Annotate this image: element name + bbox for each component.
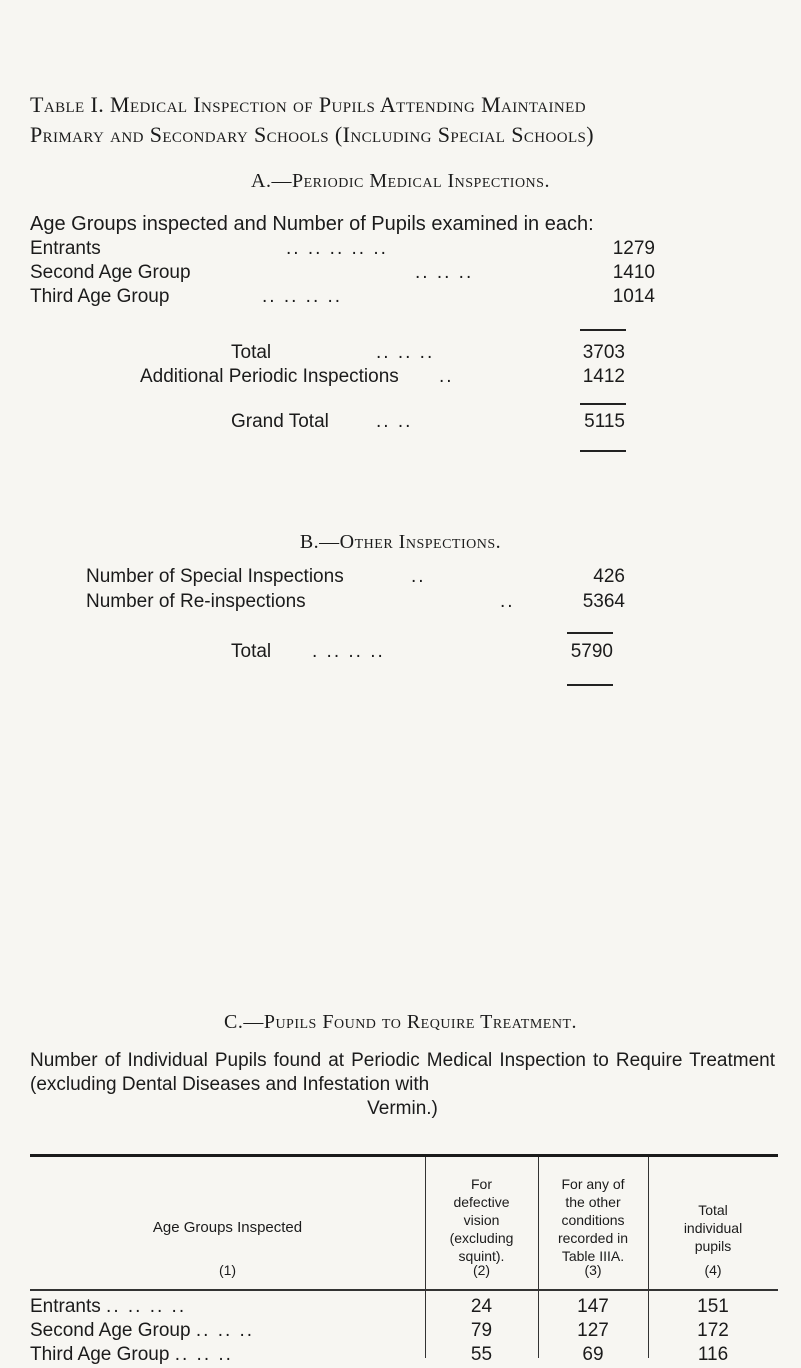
divider: [580, 329, 626, 331]
list-item: Third Age Group .. .. .. .. 1014: [30, 286, 655, 307]
column-header-defective-vision: For defective vision (excluding squint).: [449, 1176, 514, 1264]
table-top-rule: [30, 1154, 778, 1157]
divider: [567, 684, 613, 686]
total-row: Total .. .. .. 3703: [231, 342, 625, 363]
title-line-2: Primary and Secondary Schools (Including Special Schools): [30, 122, 594, 147]
column-header-age-groups: Age Groups Inspected: [152, 1219, 303, 1236]
column-number: (3): [584, 1262, 602, 1278]
header-rule: [30, 1289, 778, 1291]
section-b-heading: B.—Other Inspections.: [299, 531, 502, 553]
column-number: (4): [704, 1262, 722, 1278]
table-title: [30, 90, 790, 150]
list-item: Number of Special Inspections .. 426: [86, 566, 625, 587]
list-item: Entrants .. .. .. .. .. 1279: [30, 238, 655, 259]
grand-total-row: Grand Total .. .. 5115: [231, 411, 625, 432]
section-c-heading: C.—Pupils Found to Require Treatment.: [223, 1011, 577, 1033]
list-item: Number of Re-inspections .. 5364: [86, 591, 625, 612]
section-c-paragraph: Number of Individual Pupils found at Periodic Medical Inspection to Require Treatment (excluding Dental Diseases and Infestation with Vermin.): [30, 1050, 775, 1119]
section-a-intro: Age Groups inspected and Number of Pupils examined in each:: [30, 213, 594, 235]
section-a-heading: A.—Periodic Medical Inspections.: [251, 170, 550, 192]
additional-row: Additional Periodic Inspections .. 1412: [140, 366, 625, 387]
column-number: (1): [218, 1262, 237, 1278]
column-number: (2): [472, 1262, 491, 1278]
divider: [580, 450, 626, 452]
title-line-1: Table I. Medical Inspection of Pupils Attending Maintained: [30, 92, 586, 117]
column-header-other-conditions: For any of the other conditions recorded in Table IIIA.: [557, 1176, 629, 1264]
column-header-total-pupils: Total individual pupils: [683, 1202, 743, 1254]
divider: [580, 403, 626, 405]
total-row: Total . .. .. .. 5790: [231, 641, 613, 662]
divider: [567, 632, 613, 634]
list-item: Second Age Group .. .. .. 1410: [30, 262, 655, 283]
